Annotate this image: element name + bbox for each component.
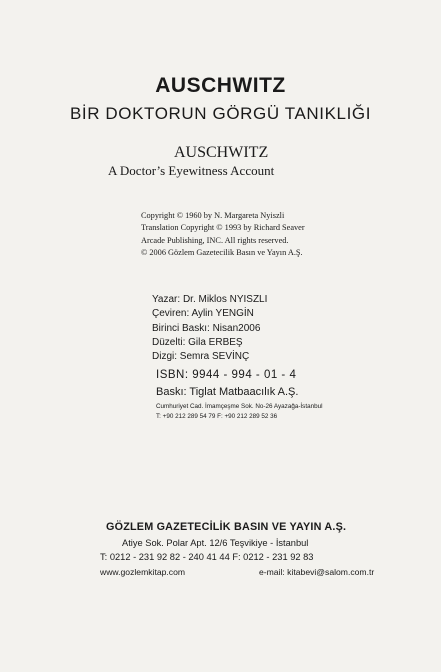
book-subtitle: BİR DOKTORUN GÖRGÜ TANIKLIĞI [69, 104, 372, 123]
publisher-email: e-mail: kitabevi@salom.com.tr [259, 567, 375, 577]
credit-typesetter: Dizgi: Semra SEVİNÇ [152, 351, 250, 363]
credit-proofreader: Düzelti: Gila ERBEŞ [152, 336, 243, 348]
copyright-line: Translation Copyright © 1993 by Richard Seaver [141, 223, 305, 233]
publisher-phone: T: 0212 - 231 92 82 - 240 41 44 F: 0212 - 231 92 83 [100, 552, 314, 562]
publisher-website: www.gozlemkitap.com [100, 567, 186, 577]
original-title: AUSCHWITZ [174, 144, 269, 161]
copyright-line: Copyright © 1960 by N. Margareta Nyiszli [141, 211, 285, 220]
credit-author: Yazar: Dr. Miklos NYISZLI [152, 294, 268, 305]
copyright-block [141, 210, 305, 259]
book-title: AUSCHWITZ [155, 74, 286, 97]
copyright-line: Arcade Publishing, INC. All rights reserved. [141, 235, 289, 245]
copyright-line: © 2006 Gözlem Gazetecilik Basın ve Yayın A.Ş. [141, 247, 303, 257]
credit-edition: Birinci Baskı: Nisan2006 [152, 322, 261, 334]
publisher-name: GÖZLEM GAZETECİLİK BASIN VE YAYIN A.Ş. [106, 521, 347, 533]
publisher-address: Atiye Sok. Polar Apt. 12/6 Teşvikiye - İstanbul [122, 538, 309, 548]
original-subtitle: A Doctor’s Eyewitness Account [108, 163, 275, 178]
printer-address: Cumhuriyet Cad. İmamçeşme Sok. No-26 Ayazağa-İstanbul [156, 403, 323, 410]
printer-name: Baskı: Tiglat Matbaacılık A.Ş. [156, 386, 299, 398]
printer-phone: T: +90 212 289 54 79 F: +90 212 289 52 36 [156, 413, 278, 420]
isbn: ISBN: 9944 - 994 - 01 - 4 [156, 369, 297, 381]
credit-translator: Çeviren: Aylin YENGİN [152, 308, 254, 320]
credits-block [152, 293, 267, 364]
